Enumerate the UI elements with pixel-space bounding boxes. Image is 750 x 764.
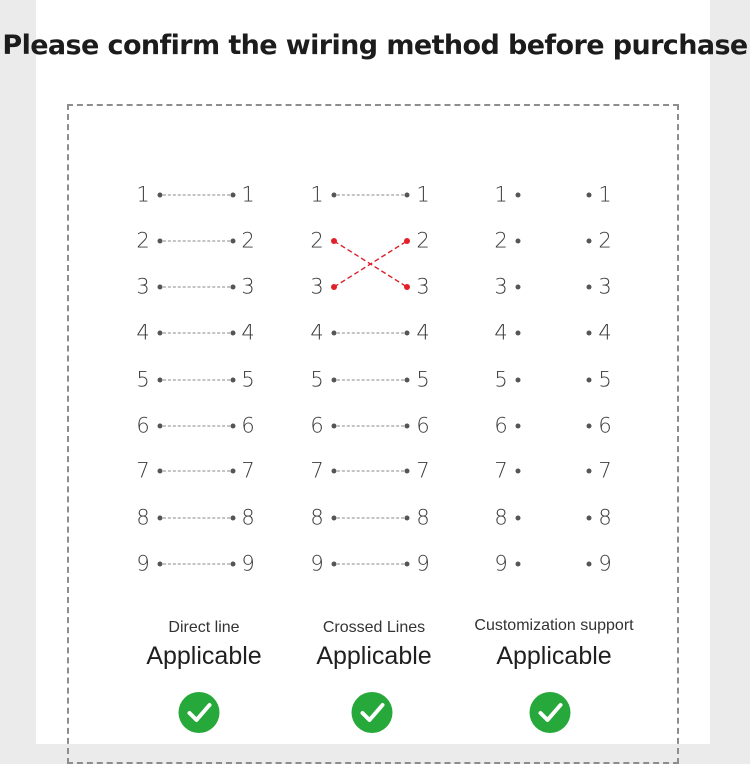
pin-number-left: 1 <box>136 182 150 207</box>
method-status-direct: Applicable <box>146 642 262 670</box>
pin-number-right: 7 <box>241 458 255 483</box>
pin-number-left: 5 <box>136 367 150 392</box>
pin-number-left: 8 <box>310 505 324 530</box>
pin-number-left: 1 <box>494 182 508 207</box>
pin-number-left: 3 <box>136 274 150 299</box>
method-label-crossed: Crossed Lines <box>322 619 426 636</box>
pin-number-right: 4 <box>416 320 430 345</box>
check-circle-icon <box>179 692 220 733</box>
method-status-crossed: Applicable <box>316 642 432 670</box>
pin-number-right: 3 <box>598 274 612 299</box>
pin-dot <box>516 424 521 429</box>
pin-number-right: 5 <box>598 367 612 392</box>
method-label-custom: Customization support <box>474 617 634 634</box>
pin-number-left: 5 <box>310 367 324 392</box>
pin-dot <box>587 469 592 474</box>
pin-number-right: 6 <box>416 413 430 438</box>
pin-number-left: 9 <box>136 551 150 576</box>
pin-number-right: 8 <box>416 505 430 530</box>
pin-number-left: 3 <box>494 274 508 299</box>
pin-number-right: 9 <box>598 551 612 576</box>
pin-number-left: 2 <box>494 228 508 253</box>
pin-dot <box>516 331 521 336</box>
pin-dot <box>516 378 521 383</box>
pin-dot <box>587 285 592 290</box>
pin-number-right: 5 <box>241 367 255 392</box>
pin-dot <box>587 331 592 336</box>
pin-number-left: 8 <box>136 505 150 530</box>
pin-number-left: 6 <box>494 413 508 438</box>
check-circle-icon <box>530 692 571 733</box>
pin-number-right: 8 <box>241 505 255 530</box>
pin-number-left: 7 <box>494 458 508 483</box>
pin-dot <box>587 424 592 429</box>
pin-number-left: 1 <box>310 182 324 207</box>
method-label-direct: Direct line <box>168 619 240 636</box>
pin-number-right: 3 <box>241 274 255 299</box>
pin-number-right: 9 <box>241 551 255 576</box>
pin-number-right: 8 <box>598 505 612 530</box>
pin-number-left: 4 <box>136 320 150 345</box>
pin-dot <box>587 378 592 383</box>
pin-number-right: 7 <box>598 458 612 483</box>
pin-number-right: 1 <box>416 182 430 207</box>
pin-number-right: 7 <box>416 458 430 483</box>
pin-number-right: 5 <box>416 367 430 392</box>
pin-number-left: 7 <box>136 458 150 483</box>
pin-dot <box>587 239 592 244</box>
pin-number-right: 4 <box>241 320 255 345</box>
pin-number-left: 9 <box>310 551 324 576</box>
pin-number-right: 3 <box>416 274 430 299</box>
pin-dot <box>516 193 521 198</box>
pin-number-right: 1 <box>241 182 255 207</box>
pin-dot <box>587 562 592 567</box>
pin-number-left: 2 <box>310 228 324 253</box>
pin-number-left: 3 <box>310 274 324 299</box>
pin-number-right: 1 <box>598 182 612 207</box>
pin-dot <box>587 516 592 521</box>
page-title: Please confirm the wiring method before purchase <box>2 30 748 61</box>
pin-number-left: 2 <box>136 228 150 253</box>
pin-number-right: 6 <box>241 413 255 438</box>
pin-dot <box>516 562 521 567</box>
method-status-custom: Applicable <box>496 642 612 670</box>
pin-number-right: 9 <box>416 551 430 576</box>
pin-dot <box>516 469 521 474</box>
pin-number-left: 6 <box>136 413 150 438</box>
pin-number-left: 7 <box>310 458 324 483</box>
pin-dot <box>587 193 592 198</box>
pin-dot <box>516 239 521 244</box>
check-circle-icon <box>352 692 393 733</box>
pin-number-left: 6 <box>310 413 324 438</box>
pin-number-right: 2 <box>416 228 430 253</box>
pin-number-right: 6 <box>598 413 612 438</box>
pin-number-left: 5 <box>494 367 508 392</box>
pin-number-left: 8 <box>494 505 508 530</box>
pin-dot <box>516 285 521 290</box>
pin-number-right: 2 <box>241 228 255 253</box>
pin-number-left: 9 <box>494 551 508 576</box>
pin-number-left: 4 <box>494 320 508 345</box>
pin-number-left: 4 <box>310 320 324 345</box>
pin-number-right: 2 <box>598 228 612 253</box>
pin-dot <box>516 516 521 521</box>
pin-number-right: 4 <box>598 320 612 345</box>
